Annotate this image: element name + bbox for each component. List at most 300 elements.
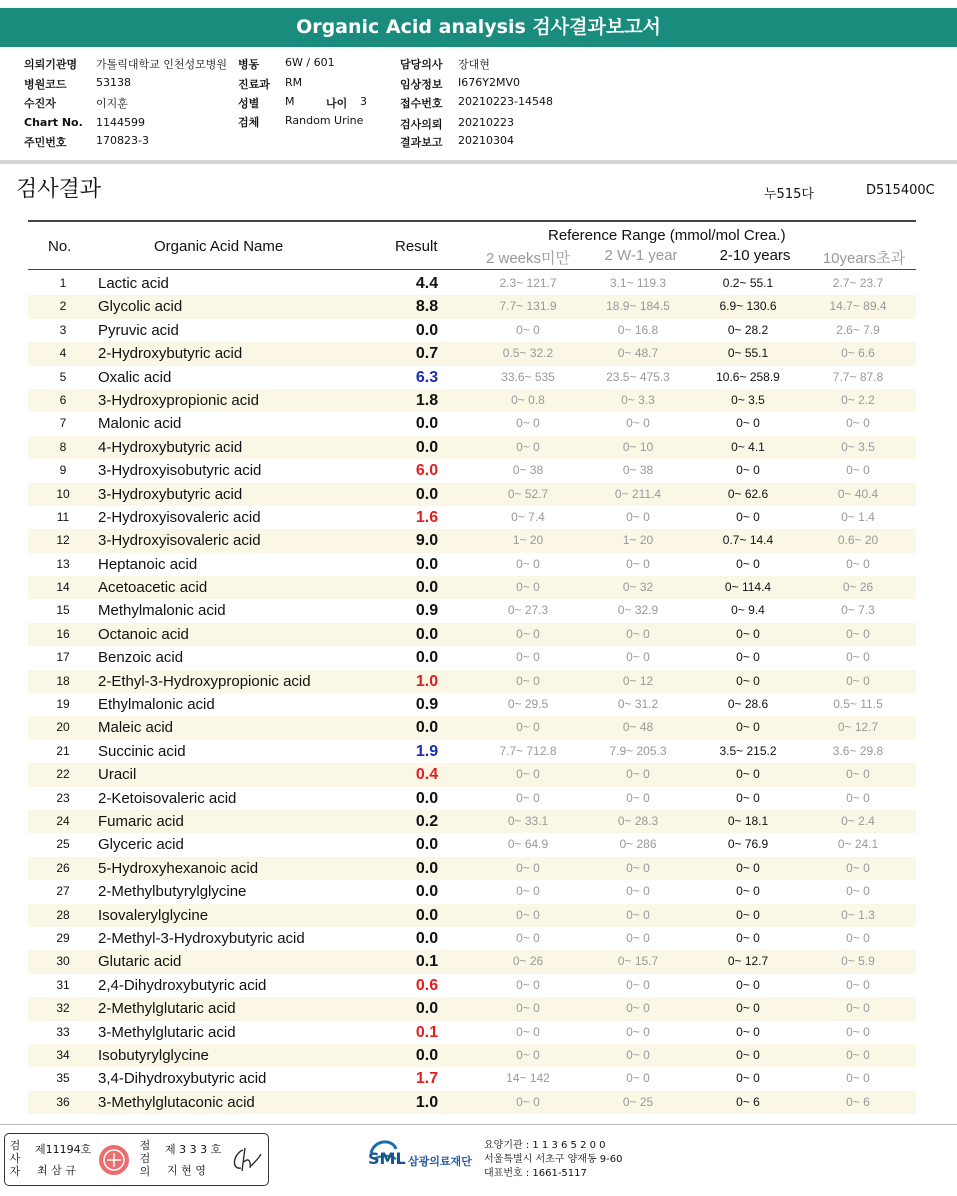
ref-range-2-10y: 0~ 6 — [736, 1094, 760, 1109]
row-no: 10 — [56, 486, 70, 501]
ref-range-10y-plus: 14.7~ 89.4 — [829, 299, 887, 314]
ref-range-2-10y: 0~ 28.2 — [727, 322, 769, 337]
result-value: 1.0 — [415, 672, 439, 690]
no-header: No. — [48, 238, 72, 255]
ref-range-2weeks: 0~ 0 — [516, 907, 540, 922]
hosp-code-label: 병원코드 — [24, 78, 67, 91]
ref-range-2weeks: 0~ 0 — [516, 626, 540, 641]
result-value: 1.7 — [415, 1070, 439, 1088]
age-value: 3 — [360, 95, 367, 108]
ref-range-2weeks: 0~ 64.9 — [507, 837, 549, 852]
ref-range-2-10y: 0~ 0 — [736, 626, 760, 641]
ref-range-2w-1y: 0~ 0 — [626, 977, 650, 992]
ref-range-2w-1y: 18.9~ 184.5 — [606, 299, 670, 314]
ref-range-2weeks: 0~ 26 — [512, 954, 544, 969]
table-row — [28, 670, 916, 693]
signature-box — [4, 1133, 269, 1186]
ref-range-10y-plus: 7.7~ 87.8 — [832, 369, 884, 384]
ref-range-2w-1y: 0~ 0 — [626, 1047, 650, 1062]
dept-value: RM — [285, 76, 303, 89]
table-row — [28, 599, 916, 622]
ref-range-2w-1y: 0~ 28.3 — [617, 813, 659, 828]
ref-range-10y-plus: 0~ 0 — [846, 884, 870, 899]
table-header-rule — [28, 269, 916, 270]
result-value: 0.0 — [415, 438, 439, 456]
result-value: 0.0 — [415, 1046, 439, 1064]
ref-range-2weeks: 1~ 20 — [512, 533, 544, 548]
table-row — [28, 950, 916, 973]
acid-name: Heptanoic acid — [98, 555, 198, 573]
ref-range-2-10y: 0~ 0 — [736, 1001, 760, 1016]
acid-name: Lactic acid — [98, 275, 169, 292]
acid-name: 2-Methyl-3-Hydroxybutyric acid — [98, 929, 305, 947]
ref-range-2-10y: 0~ 9.4 — [731, 603, 765, 618]
result-value: 6.0 — [415, 462, 439, 480]
ref-range-2-10y: 0~ 0 — [736, 1024, 760, 1039]
org-address: 서울특별시 서초구 양재동 9-60 — [484, 1154, 623, 1165]
row-no: 36 — [56, 1094, 70, 1109]
ref-range-2weeks: 2.3~ 121.7 — [499, 276, 557, 290]
row-no: 6 — [59, 392, 67, 407]
result-value: 0.0 — [415, 929, 439, 947]
examiner-license: 제11194호 — [35, 1143, 92, 1156]
ref-range-2w-1y: 0~ 48.7 — [617, 346, 659, 361]
ref-range-2weeks: 0~ 0 — [516, 322, 540, 337]
ref-range-2w-1y: 0~ 0 — [626, 1071, 650, 1086]
acid-name: Oxalic acid — [98, 368, 172, 386]
req-inst-value: 가톨릭대학교 인천성모병원 — [96, 58, 228, 71]
ref-range-2-10y: 0~ 0 — [736, 509, 760, 524]
row-no: 4 — [59, 346, 67, 361]
acid-name: 2-Methylglutaric acid — [98, 1000, 236, 1018]
care-number: 요양기관 : 1 1 3 6 5 2 0 0 — [484, 1140, 606, 1151]
acid-name: 2-Ethyl-3-Hydroxypropionic acid — [98, 672, 311, 690]
ref-range-2weeks: 0~ 0 — [516, 884, 540, 899]
ref-range-10y-plus: 0~ 0 — [846, 1071, 870, 1086]
row-no: 14 — [56, 580, 70, 595]
info-divider — [0, 160, 957, 164]
ref-range-2w-1y: 0~ 0 — [626, 509, 650, 524]
ref-range-2-10y: 0~ 0 — [736, 673, 760, 688]
ref-range-10y-plus: 0~ 0 — [846, 790, 870, 805]
result-value: 0.1 — [415, 953, 439, 971]
ref-range-2w-1y: 0~ 15.7 — [617, 954, 659, 969]
ref-range-2w-1y: 0~ 0 — [626, 416, 650, 431]
ref-range-2-10y: 0~ 62.6 — [727, 486, 769, 501]
ref-range-2w-1y: 0~ 16.8 — [617, 322, 659, 337]
table-row — [28, 833, 916, 856]
row-no: 23 — [56, 790, 70, 805]
ref-range-10y-plus: 3.6~ 29.8 — [832, 743, 884, 758]
reviewer-license: 제 3 3 3 호 — [165, 1143, 222, 1156]
ref-range-2-10y: 0~ 18.1 — [727, 813, 769, 828]
chart-value: 1144599 — [96, 116, 145, 129]
table-row — [28, 1091, 916, 1114]
reviewer-signature-icon — [229, 1144, 263, 1176]
ref-range-10y-plus: 0~ 1.3 — [841, 907, 875, 922]
row-no: 25 — [56, 837, 70, 852]
age-label: 나이 — [326, 97, 348, 110]
ref-range-10y-plus: 0~ 0 — [846, 860, 870, 875]
ward-value: 6W / 601 — [285, 56, 335, 69]
ref-range-2w-1y: 3.1~ 119.3 — [609, 276, 667, 290]
ref-range-2-10y: 0~ 0 — [736, 907, 760, 922]
ref-range-2-10y: 0~ 0 — [736, 1071, 760, 1086]
doctor-value: 장대현 — [458, 58, 490, 71]
patient-label: 수진자 — [24, 97, 56, 110]
table-row — [28, 763, 916, 786]
table-row — [28, 459, 916, 482]
ref-range-2w-1y: 0~ 31.2 — [617, 697, 659, 712]
ref-range-10y-plus: 0~ 2.2 — [841, 392, 875, 407]
result-value: 0.0 — [415, 836, 439, 854]
result-value: 4.4 — [415, 275, 439, 292]
ref-range-2weeks: 0~ 27.3 — [507, 603, 549, 618]
row-no: 26 — [56, 860, 70, 875]
acid-name: 5-Hydroxyhexanoic acid — [98, 859, 259, 877]
row-no: 32 — [56, 1001, 70, 1016]
table-row — [28, 506, 916, 529]
ref-range-10y-plus: 0~ 0 — [846, 556, 870, 571]
ref-range-10y-plus: 0~ 0 — [846, 626, 870, 641]
acid-name: 3-Methylglutaconic acid — [98, 1093, 255, 1111]
result-value: 0.0 — [415, 859, 439, 877]
ref-range-2-10y: 0~ 0 — [736, 790, 760, 805]
ref-range-10y-plus: 0~ 0 — [846, 930, 870, 945]
ref-range-10y-plus: 0.5~ 11.5 — [833, 697, 883, 712]
result-value: 6.3 — [415, 368, 439, 386]
results-table-body — [28, 272, 916, 1114]
ref-range-2weeks: 0~ 0 — [516, 650, 540, 665]
acid-name: Glyceric acid — [98, 836, 184, 854]
ref-range-2weeks: 0~ 0 — [516, 556, 540, 571]
table-row — [28, 904, 916, 927]
ref-range-2w-1y: 0~ 3.3 — [621, 392, 655, 407]
ref-range-2weeks: 0~ 0 — [516, 1047, 540, 1062]
ref-range-2-10y: 0~ 0 — [736, 720, 760, 735]
acid-name: 3-Hydroxybutyric acid — [98, 485, 243, 503]
sex-label: 성별 — [238, 97, 260, 110]
ref-range-2w-1y: 7.9~ 205.3 — [609, 743, 667, 758]
acid-name: Fumaric acid — [98, 812, 184, 830]
ref-range-2w-1y: 0~ 12 — [622, 673, 654, 688]
dept-label: 진료과 — [238, 78, 270, 91]
acid-name: Isovalerylglycine — [98, 906, 209, 924]
ref-range-10y-plus: 0.6~ 20 — [837, 533, 879, 548]
receipt-value: 20210223-14548 — [458, 95, 553, 108]
ref-col-1-header: 2 weeks미만 — [485, 250, 570, 267]
ref-range-2w-1y: 0~ 211.4 — [614, 486, 662, 501]
ref-range-2weeks: 0.5~ 32.2 — [502, 346, 554, 361]
test-req-value: 20210223 — [458, 116, 514, 129]
table-row — [28, 927, 916, 950]
ref-range-2weeks: 0~ 52.7 — [507, 486, 549, 501]
ref-range-2w-1y: 0~ 32.9 — [617, 603, 659, 618]
ref-range-2-10y: 6.9~ 130.6 — [719, 299, 777, 314]
ref-range-2weeks: 0~ 0 — [516, 1094, 540, 1109]
ref-range-10y-plus: 0~ 7.3 — [841, 603, 875, 618]
examiner-seal-icon — [97, 1143, 131, 1177]
acid-name: Pyruvic acid — [98, 321, 179, 339]
chart-label: Chart No. — [24, 116, 83, 129]
ref-range-2w-1y: 0~ 0 — [626, 860, 650, 875]
table-row — [28, 412, 916, 435]
result-value: 0.0 — [415, 625, 439, 643]
ref-col-3-header: 2-10 years — [719, 247, 791, 264]
ref-range-2-10y: 0~ 0 — [736, 650, 760, 665]
ref-range-10y-plus: 0~ 0 — [846, 767, 870, 782]
result-value: 1.9 — [415, 742, 439, 760]
org-address-block — [484, 1139, 623, 1181]
table-row — [28, 483, 916, 506]
ref-range-2weeks: 0~ 0 — [516, 930, 540, 945]
acid-name: 4-Hydroxybutyric acid — [98, 438, 243, 456]
org-name: 삼광의료재단 — [408, 1155, 472, 1168]
ref-range-10y-plus: 0~ 0 — [846, 416, 870, 431]
ref-range-2-10y: 0~ 0 — [736, 767, 760, 782]
ref-range-2weeks: 0~ 38 — [512, 463, 544, 478]
name-header: Organic Acid Name — [154, 238, 284, 255]
row-no: 11 — [56, 509, 70, 524]
result-value: 0.0 — [415, 906, 439, 924]
row-no: 34 — [56, 1047, 70, 1062]
ref-range-10y-plus: 0~ 6.6 — [841, 346, 875, 361]
ref-range-2w-1y: 0~ 0 — [626, 907, 650, 922]
ward-label: 병동 — [238, 58, 260, 71]
ref-range-2weeks: 0~ 7.4 — [511, 509, 545, 524]
row-no: 20 — [56, 720, 70, 735]
row-no: 9 — [59, 463, 67, 478]
ref-range-2weeks: 0~ 0 — [516, 673, 540, 688]
ref-range-2w-1y: 0~ 0 — [626, 1024, 650, 1039]
ref-range-2weeks: 0~ 0 — [516, 439, 540, 454]
table-row — [28, 787, 916, 810]
ref-range-10y-plus: 0~ 0 — [846, 650, 870, 665]
ref-range-2w-1y: 0~ 0 — [626, 626, 650, 641]
table-row — [28, 857, 916, 880]
table-row — [28, 974, 916, 997]
sex-value: M — [285, 95, 295, 108]
table-row — [28, 366, 916, 389]
ref-range-2-10y: 0~ 114.4 — [724, 580, 772, 595]
table-row — [28, 693, 916, 716]
row-no: 15 — [56, 603, 70, 618]
ref-range-2-10y: 10.6~ 258.9 — [716, 369, 780, 384]
ref-range-2w-1y: 0~ 0 — [626, 930, 650, 945]
ref-range-2-10y: 0~ 4.1 — [731, 439, 765, 454]
ref-range-2-10y: 0~ 0 — [736, 884, 760, 899]
ref-range-2-10y: 0~ 0 — [736, 463, 760, 478]
acid-name: 2-Methylbutyrylglycine — [98, 883, 247, 901]
row-no: 22 — [56, 767, 70, 782]
table-row — [28, 880, 916, 903]
result-header: Result — [395, 238, 438, 255]
acid-name: 3-Hydroxyisovaleric acid — [98, 532, 261, 550]
ref-range-10y-plus: 0~ 5.9 — [841, 954, 875, 969]
ref-range-2-10y: 0~ 0 — [736, 930, 760, 945]
table-row — [28, 342, 916, 365]
ref-range-2-10y: 0~ 28.6 — [727, 697, 769, 712]
result-value: 0.0 — [415, 883, 439, 901]
acid-name: Methylmalonic acid — [98, 602, 226, 620]
report-title: Organic Acid analysis 검사결과보고서 — [0, 8, 957, 47]
acid-name: 3-Methylglutaric acid — [98, 1023, 236, 1041]
ref-range-10y-plus: 2.6~ 7.9 — [836, 322, 880, 337]
result-value: 0.0 — [415, 555, 439, 573]
result-value: 0.0 — [415, 415, 439, 433]
ref-range-2w-1y: 0~ 0 — [626, 1001, 650, 1016]
result-value: 0.2 — [415, 812, 439, 830]
table-row — [28, 1021, 916, 1044]
row-no: 18 — [56, 673, 70, 688]
result-value: 9.0 — [415, 532, 439, 550]
row-no: 19 — [56, 697, 70, 712]
org-logo-text: SML — [368, 1149, 406, 1168]
receipt-label: 접수번호 — [400, 97, 443, 110]
acid-name: 2-Ketoisovaleric acid — [98, 789, 237, 807]
org-phone: 대표번호 : 1661-5117 — [484, 1168, 587, 1179]
specimen-value: Random Urine — [285, 114, 364, 127]
ref-range-2w-1y: 0~ 286 — [619, 837, 657, 852]
ref-range-10y-plus: 0~ 0 — [846, 1047, 870, 1062]
table-top-rule — [28, 220, 916, 222]
table-row — [28, 389, 916, 412]
section-title: 검사결과 — [16, 177, 102, 202]
row-no: 31 — [56, 977, 70, 992]
ref-range-2-10y: 0~ 0 — [736, 1047, 760, 1062]
ref-range-2weeks: 0~ 0.8 — [511, 392, 545, 407]
ref-range-2weeks: 0~ 0 — [516, 1001, 540, 1016]
ref-range-2weeks: 0~ 0 — [516, 416, 540, 431]
table-row — [28, 1044, 916, 1067]
ref-col-4-header: 10years초과 — [822, 250, 906, 267]
ref-range-10y-plus: 0~ 6 — [846, 1094, 870, 1109]
acid-name: Malonic acid — [98, 415, 182, 433]
ref-range-2weeks: 0~ 0 — [516, 977, 540, 992]
ref-range-2w-1y: 23.5~ 475.3 — [606, 369, 670, 384]
table-row — [28, 997, 916, 1020]
ref-range-10y-plus: 0~ 0 — [846, 463, 870, 478]
hosp-code-value: 53138 — [96, 76, 131, 89]
table-row — [28, 295, 916, 318]
ref-range-2w-1y: 0~ 0 — [626, 767, 650, 782]
result-value: 0.7 — [415, 345, 439, 363]
ref-range-2weeks: 0~ 0 — [516, 580, 540, 595]
result-value: 0.1 — [415, 1023, 439, 1041]
row-no: 33 — [56, 1024, 70, 1039]
row-no: 24 — [56, 813, 70, 828]
ref-range-2weeks: 7.7~ 712.8 — [499, 743, 557, 758]
ref-range-2w-1y: 0~ 0 — [626, 556, 650, 571]
ref-range-2-10y: 0~ 0 — [736, 556, 760, 571]
row-no: 16 — [56, 626, 70, 641]
table-row — [28, 740, 916, 763]
report-date-value: 20210304 — [458, 134, 514, 147]
row-no: 1 — [59, 276, 67, 290]
ref-range-2-10y: 0~ 55.1 — [727, 346, 769, 361]
result-value: 0.0 — [415, 1000, 439, 1018]
ref-range-2weeks: 0~ 0 — [516, 1024, 540, 1039]
ref-range-10y-plus: 0~ 0 — [846, 1001, 870, 1016]
ref-range-10y-plus: 0~ 2.4 — [841, 813, 875, 828]
result-value: 1.6 — [415, 508, 439, 526]
ref-range-2weeks: 0~ 0 — [516, 790, 540, 805]
patient-info — [0, 54, 957, 154]
examiner-label: 검사자 — [9, 1139, 21, 1178]
acid-name: Octanoic acid — [98, 625, 189, 643]
req-inst-label: 의뢰기관명 — [24, 58, 78, 71]
ref-range-2w-1y: 0~ 0 — [626, 650, 650, 665]
ref-range-10y-plus: 0~ 0 — [846, 673, 870, 688]
result-value: 0.0 — [415, 649, 439, 667]
row-no: 7 — [59, 416, 67, 431]
footer-divider — [0, 1124, 957, 1125]
report-code-1: 누515다 — [764, 187, 814, 202]
reviewer-label: 점검의 — [139, 1139, 151, 1178]
row-no: 29 — [56, 930, 70, 945]
result-value: 1.8 — [415, 391, 439, 409]
ref-range-2w-1y: 0~ 32 — [622, 580, 654, 595]
ref-range-2weeks: 0~ 29.5 — [507, 697, 549, 712]
ref-range-2-10y: 0.2~ 55.1 — [722, 276, 774, 290]
acid-name: Benzoic acid — [98, 649, 184, 667]
table-row — [28, 576, 916, 599]
ref-range-10y-plus: 0~ 12.7 — [837, 720, 879, 735]
specimen-label: 검체 — [238, 116, 260, 129]
table-row — [28, 623, 916, 646]
ref-range-2weeks: 33.6~ 535 — [501, 369, 555, 384]
ref-range-10y-plus: 0~ 24.1 — [837, 837, 879, 852]
row-no: 21 — [56, 743, 70, 758]
ref-range-2w-1y: 0~ 10 — [622, 439, 654, 454]
ref-range-2weeks: 14~ 142 — [506, 1071, 550, 1086]
result-value: 0.0 — [415, 321, 439, 339]
ref-range-2weeks: 7.7~ 131.9 — [499, 299, 557, 314]
report-date-label: 결과보고 — [400, 136, 443, 149]
ref-range-2weeks: 0~ 0 — [516, 860, 540, 875]
ref-range-10y-plus: 0~ 3.5 — [841, 439, 875, 454]
acid-name: 3,4-Dihydroxybutyric acid — [98, 1070, 267, 1088]
acid-name: 2-Hydroxyisovaleric acid — [98, 508, 261, 526]
ref-range-10y-plus: 2.7~ 23.7 — [832, 276, 884, 290]
clinical-value: I676Y2MV0 — [458, 76, 520, 89]
doctor-label: 담당의사 — [400, 58, 443, 71]
ref-range-10y-plus: 0~ 26 — [842, 580, 874, 595]
result-value: 0.0 — [415, 579, 439, 597]
result-value: 0.9 — [415, 696, 439, 714]
ref-col-2-header: 2 W-1 year — [604, 247, 678, 264]
acid-name: Maleic acid — [98, 719, 174, 737]
ref-range-header: Reference Range (mmol/mol Crea.) — [548, 227, 786, 244]
acid-name: Glutaric acid — [98, 953, 182, 971]
ref-range-2-10y: 0~ 0 — [736, 860, 760, 875]
row-no: 30 — [56, 954, 70, 969]
row-no: 27 — [56, 884, 70, 899]
ref-range-2w-1y: 0~ 38 — [622, 463, 654, 478]
acid-name: 2-Hydroxybutyric acid — [98, 345, 243, 363]
ref-range-2weeks: 0~ 0 — [516, 767, 540, 782]
ref-range-2w-1y: 0~ 48 — [622, 720, 654, 735]
result-value: 0.4 — [415, 766, 439, 784]
ref-range-2-10y: 0~ 0 — [736, 977, 760, 992]
rrn-label: 주민번호 — [24, 136, 67, 149]
result-value: 0.0 — [415, 719, 439, 737]
acid-name: Succinic acid — [98, 742, 186, 760]
ref-range-10y-plus: 0~ 40.4 — [837, 486, 879, 501]
result-value: 0.0 — [415, 485, 439, 503]
row-no: 8 — [59, 439, 67, 454]
result-value: 0.0 — [415, 789, 439, 807]
